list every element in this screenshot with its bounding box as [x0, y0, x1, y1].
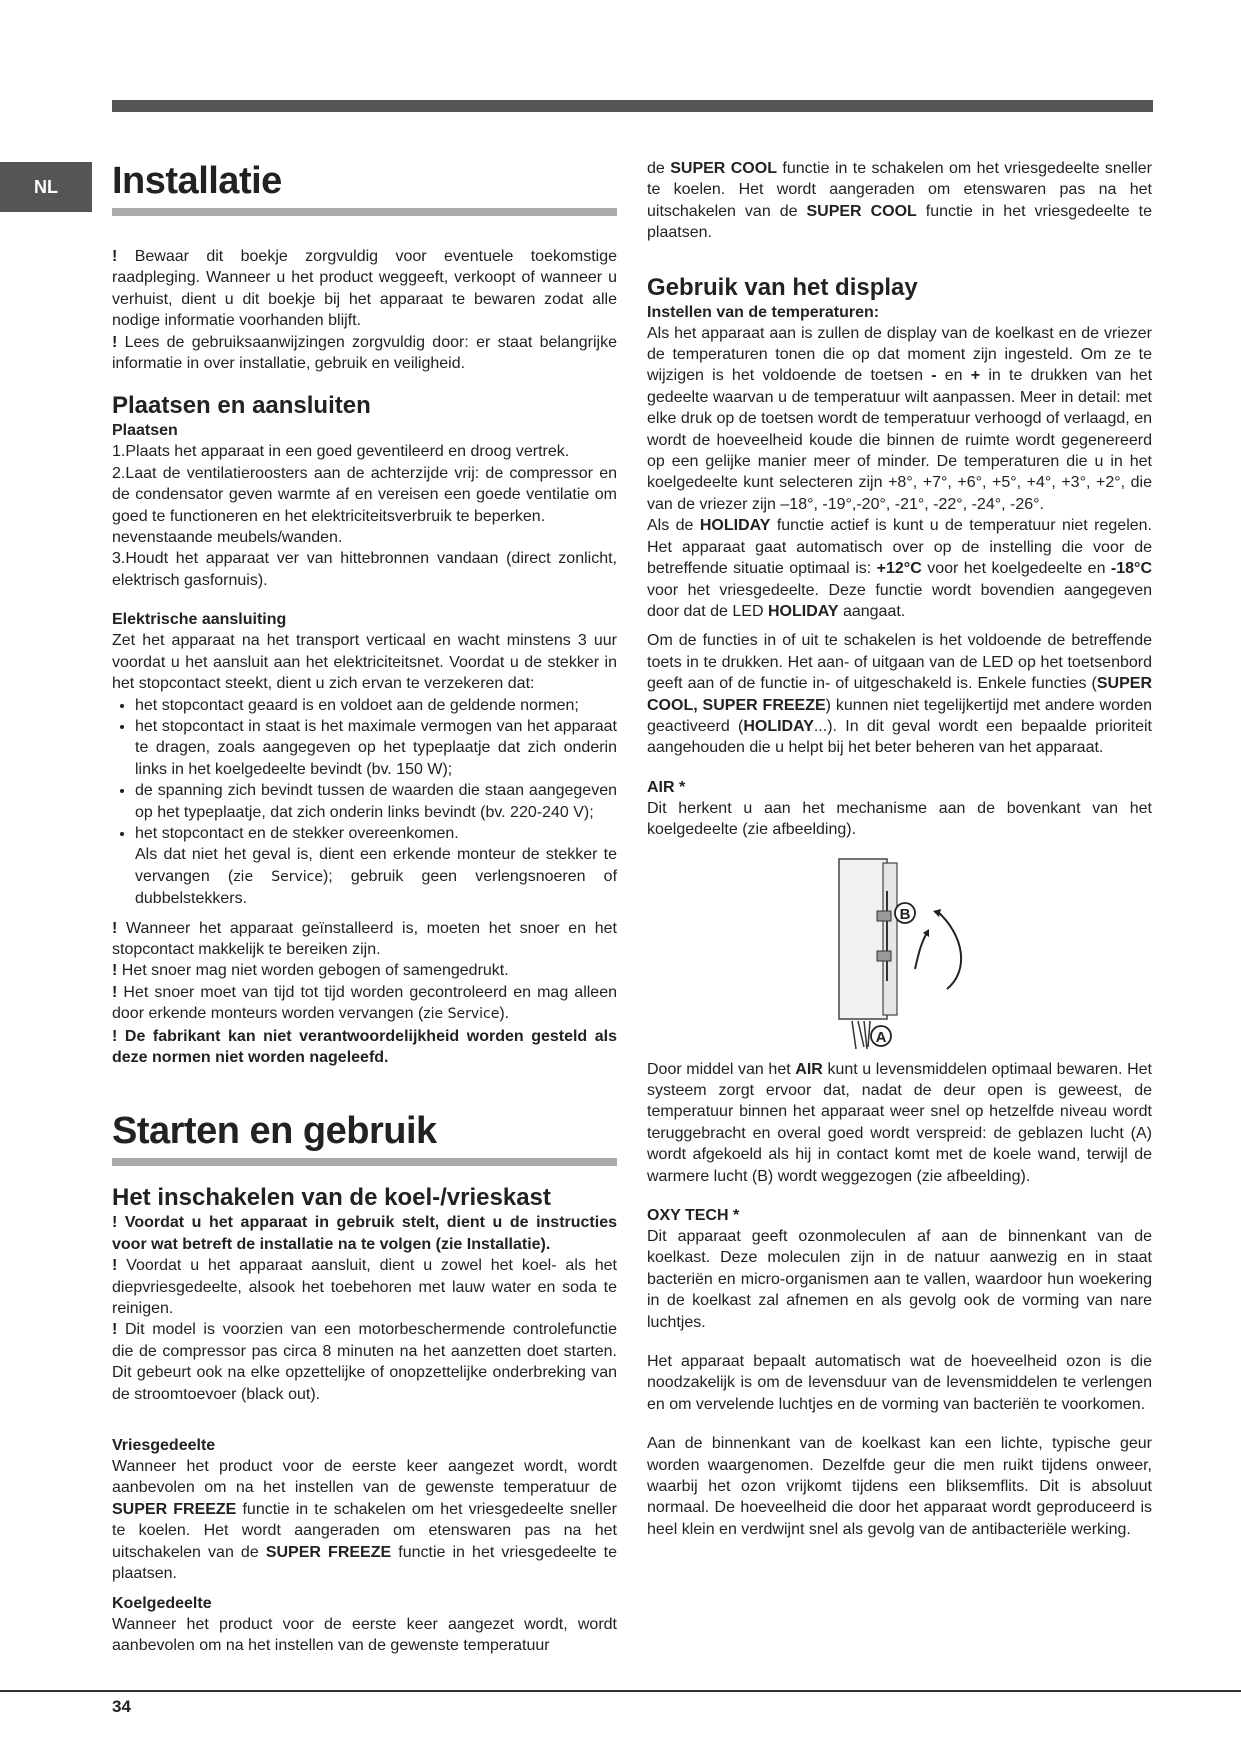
koel-title: Koelgedeelte	[112, 1594, 212, 1612]
arrow-b-small	[915, 933, 927, 969]
footer-line	[0, 1690, 1241, 1692]
plaatsen-title: Plaatsen en aansluiten	[112, 392, 371, 420]
air-figure	[647, 841, 1152, 1051]
header-bar	[112, 100, 1153, 112]
plaatsen-subtitle: Plaatsen	[112, 422, 178, 440]
list-item: • de spanning zich bevindt tussen de waarden die staan aangegeven op het typeplaatje, dat zich onderin links bevindt (bv. 220-240 V);	[135, 780, 617, 823]
right-column	[647, 158, 1152, 1540]
page-number: 34	[112, 1697, 131, 1716]
air-title: AIR *	[647, 778, 686, 796]
vries-title: Vriesgedeelte	[112, 1437, 216, 1455]
fridge-door	[883, 863, 897, 1015]
arrowhead	[933, 909, 941, 917]
elek-list	[112, 695, 617, 910]
intro-2: ! Lees de gebruiksaanwijzingen zorgvuldig door: er staat belangrijke informatie in over installatie, gebruik en veiligheid.	[112, 333, 617, 373]
plaatsen-2: 2.Laat de ventilatieroosters aan de achterzijde vrij: de compressor en de condensator geven warmte af en vereisen een goede ventilatie om goed te functioneren en het elektriciteitsverbruik te beperken.	[112, 464, 617, 525]
left-column	[112, 158, 617, 1656]
warning-4: ! De fabrikant kan niet verantwoordelijkheid worden gesteld als deze normen niet worden nageleefd.	[112, 1027, 617, 1066]
air-text: Dit herkent u aan het mechanisme aan de bovenkant van het koelgedeelte (zie afbeelding).	[647, 799, 1152, 839]
list-item: • het stopcontact in staat is het maximale vermogen van het apparaat te dragen, zoals aangegeven op het typeplaatje dat zich onderin links in het koelgedeelte bevindt (bv. 150 W);	[135, 716, 617, 780]
super-cool-continued: de SUPER COOL functie in te schakelen om het vriesgedeelte sneller te koelen. Het wordt aangeraden om etenswaren pas na het uitschakelen van de SUPER COOL functie in het vriesgedeelte te plaatsen.	[647, 160, 1153, 242]
inschakelen-bold: ! Voordat u het apparaat in gebruik stelt, dient u de instructies voor wat betreft de installatie na te volgen (zie Installatie).	[112, 1214, 617, 1253]
oxy-title: OXY TECH *	[647, 1207, 740, 1224]
plaatsen-3: 3.Houdt het apparaat ver van hittebronnen vandaan (direct zonlicht, elektrisch gasfornuis).	[112, 550, 617, 589]
label-a: A	[875, 1028, 887, 1046]
list-item: • het stopcontact geaard is en voldoet aan de geldende normen;	[135, 695, 617, 716]
inschakelen-3: ! Dit model is voorzien van een motorbeschermende controlefunctie die de compressor pas circa 8 minuten na het aanzetten doet starten. Dit gebeurt ook na elke opzettelijke of onopzettelijke onderbreking van de stroomtoevoer (black out).	[112, 1321, 617, 1403]
starten-title: Starten en gebruik	[112, 1108, 617, 1166]
oxy-text-1: Dit apparaat geeft ozonmoleculen af aan de binnenkant van de koelkast. Deze moleculen zijn in de natuur aanwezig en in staat bacteriën en micro-organismen aan te vallen, waardoor hun woekering in de koelkast zal afnemen en als gevolg ook de vorming van nare luchtjes.	[647, 1228, 1152, 1331]
elek-title: Elektrische aansluiting	[112, 611, 287, 629]
warning-1: ! Wanneer het apparaat geïnstalleerd is, moeten het snoer en het stopcontact makkelijk te bereiken zijn.	[112, 919, 617, 958]
installatie-title: Installatie	[112, 158, 617, 216]
display-subtitle: Instellen van de temperaturen:	[647, 303, 880, 321]
display-title: Gebruik van het display	[647, 273, 918, 301]
air-flow-lines	[852, 1021, 870, 1049]
plaatsen-2b: nevenstaande meubels/wanden.	[112, 529, 343, 547]
vries-text: Wanneer het product voor de eerste keer aangezet wordt, wordt aanbevolen om na het instellen van de gewenste temperatuur de SUPER FREEZE functie in te schakelen om het vriesgedeelte sneller te koelen. Het wordt aangeraden om etenswaren pas na het uitschakelen van de SUPER FREEZE functie in het vriesgedeelte te plaatsen.	[112, 1458, 618, 1583]
list-item: • het stopcontact en de stekker overeenkomen. Als dat niet het geval is, dient een erkende monteur de stekker te vervangen (zie Service); gebruik geen verlengsnoeren of dubbelstekkers.	[135, 823, 617, 910]
holiday-text: Als de HOLIDAY functie actief is kunt u de temperatuur niet regelen. Het apparaat gaat automatisch over op de instelling die voor de betreffende situatie optimaal is: +12°C voor het koelgedeelte en -18°C voor het vriesgedeelte. Deze functie wordt bovendien aangegeven door dat de LED HOLIDAY aangaat.	[647, 517, 1152, 620]
oxy-text-2: Het apparaat bepaalt automatisch wat de hoeveelheid ozon is die noodzakelijk is om de levensduur van de levensmiddelen te verlengen en om vervelende luchtjes en de vorming van bacteriën te voorkomen.	[647, 1353, 1152, 1413]
fridge-diagram	[647, 841, 1152, 1051]
language-label: NL	[34, 176, 58, 197]
label-b: B	[899, 905, 911, 923]
koel-text: Wanneer het product voor de eerste keer aangezet wordt, wordt aanbevolen om na het instellen van de gewenste temperatuur	[112, 1615, 617, 1654]
intro-1: ! Bewaar dit boekje zorgvuldig voor eventuele toekomstige raadpleging. Wanneer u het product weggeeft, verkoopt of wanneer u verhuist, dient u dit boekje bij het apparaat te bewaren zodat alle nodige informatie voorhanden blijft.	[112, 248, 617, 330]
functies-text: Om de functies in of uit te schakelen is het voldoende de betreffende toets in te drukken. Het aan- of uitgaan van de LED op het toetsenbord geeft aan of de functie in- of uitgeschakeld is. Enkele functies (SUPER COOL, SUPER FREEZE) kunnen niet tegelijkertijd met andere worden geactiveerd (HOLIDAY...). In dit geval wordt een bepaalde prioriteit aangehouden die u helpt bij het beter beheren van het apparaat.	[647, 632, 1153, 757]
plaatsen-1: 1.Plaats het apparaat in een goed geventileerd en droog vertrek.	[112, 443, 570, 461]
arrow-b-large	[937, 911, 961, 989]
air-text-2: Door middel van het AIR kunt u levensmiddelen optimaal bewaren. Het systeem zorgt ervoor dat, nadat de deur open is geweest, de temperatuur binnen het apparaat weer snel op hetzelfde niveau wordt teruggebracht en overal goed wordt verspreid: de geblazen lucht (A) wordt afgekoeld als hij in contact komt met de koele wand, terwijl de warmere lucht (B) wordt weggezogen (zie afbeelding).	[647, 1060, 1152, 1185]
warning-2: ! Het snoer mag niet worden gebogen of samengedrukt.	[112, 962, 509, 980]
fridge-body	[839, 859, 887, 1019]
oxy-text-3: Aan de binnenkant van de koelkast kan een lichte, typische geur worden waargenomen. Dezelfde geur die men ruikt tijdens onweer, waarbij het ozon vrijkomt tijdens een bliksemflits. Dit is absoluut normaal. De hoeveelheid die door het apparaat wordt geproduceerd is heel klein en verdwijnt snel als gevolg van de antibacteriële werking.	[647, 1435, 1152, 1538]
inschakelen-2: ! Voordat u het apparaat aansluit, dient u zowel het koel- als het diepvriesgedeelte, alsook het toebehoren met lauw water en soda te reinigen.	[112, 1257, 617, 1318]
language-tab	[0, 162, 92, 212]
display-text: Als het apparaat aan is zullen de display van de koelkast en de vriezer de temperaturen tonen die op dat moment zijn ingesteld. Om ze te wijzigen is het voldoende de toetsen - en + in te drukken van het gedeelte waarvan u de temperatuur wilt aanpassen. Meer in detail: met elke druk op de toetsen wordt de temperatuur verhoogd of verlaagd, en wordt de hoeveelheid koude die binnen de ruimte wordt gegenereerd op een gelijke manier meer of minder. De temperaturen die u in het koelgedeelte kunt selecteren zijn +8°, +7°, +6°, +5°, +4°, +3°, +2°, die van de vriezer zijn –18°, -19°,-20°, -21°, -22°, -24°, -26°.	[647, 324, 1153, 513]
warning-3: ! Het snoer moet van tijd tot tijd worden gecontroleerd en mag alleen door erkende monteurs worden vervangen (zie Service).	[112, 983, 617, 1023]
inschakelen-title: Het inschakelen van de koel-/vrieskast	[112, 1184, 551, 1212]
elek-intro: Zet het apparaat na het transport verticaal en wacht minstens 3 uur voordat u het aansluit aan het elektriciteitsnet. Voordat u de stekker in het stopcontact steekt, dient u zich ervan te verzekeren dat:	[112, 632, 617, 693]
